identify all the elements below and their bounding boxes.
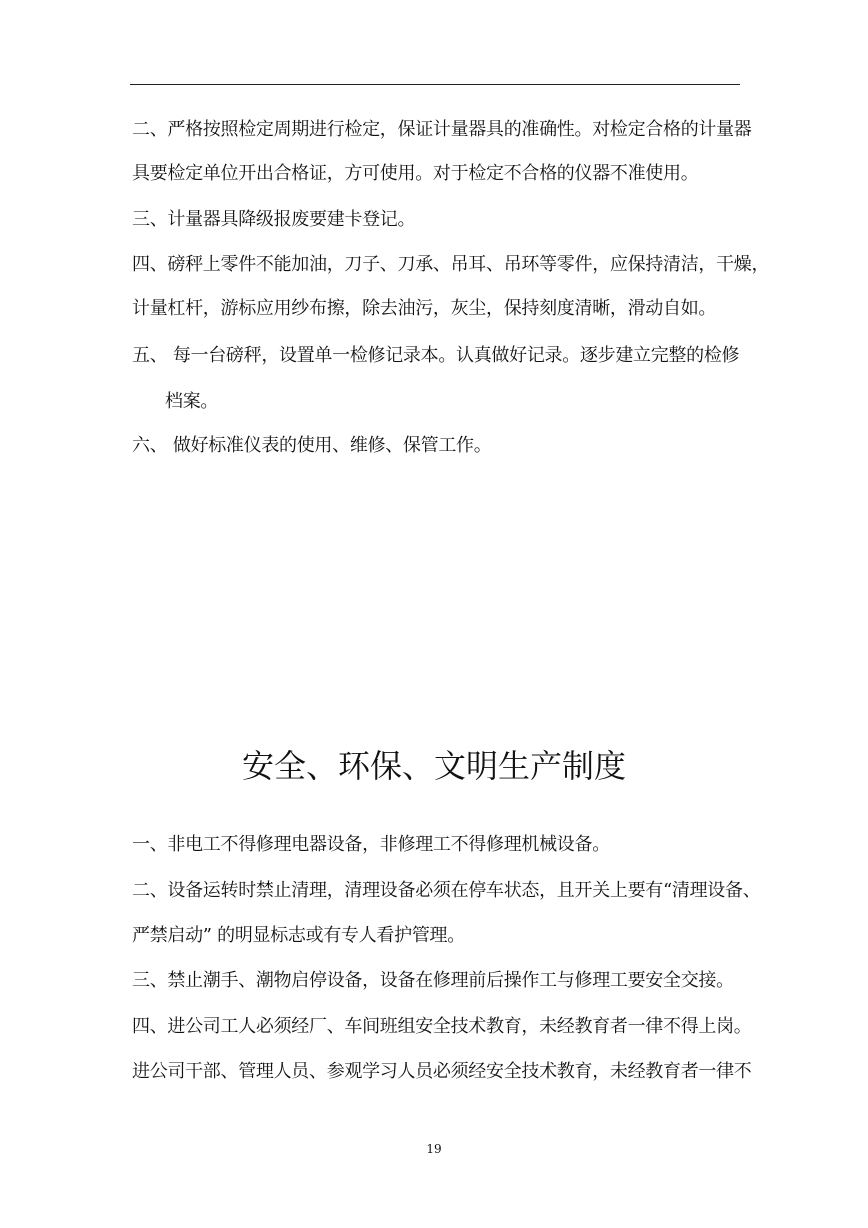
- paragraph-line: 二、设备运转时禁止清理，清理设备必须在停车状态，且开关上要有“清理设备、: [132, 880, 761, 901]
- paragraph-line: 进公司干部、管理人员、参观学习人员必须经安全技术教育，未经教育者一律不: [132, 1061, 752, 1082]
- paragraph-line: 严禁启动” 的明显标志或有专人看护管理。: [132, 925, 465, 946]
- paragraph-line: 三、计量器具降级报废要建卡登记。: [132, 209, 416, 230]
- paragraph-line: 计量杠杆，游标应用纱布擦，除去油污，灰尘，保持刻度清晰，滑动自如。: [132, 298, 717, 319]
- paragraph-line: 三、禁止潮手、潮物启停设备，设备在修理前后操作工与修理工要安全交接。: [132, 970, 734, 991]
- paragraph-line: 具要检定单位开出合格证，方可使用。对于检定不合格的仪器不准使用。: [132, 163, 699, 184]
- header-rule: [130, 84, 740, 85]
- paragraph-line: 六、 做好标准仪表的使用、维修、保管工作。: [132, 435, 492, 456]
- page-number: 19: [426, 1142, 442, 1156]
- paragraph-line: 五、 每一台磅秤，设置单一检修记录本。认真做好记录。逐步建立完整的检修: [132, 345, 740, 366]
- paragraph-line: 四、磅秤上零件不能加油，刀子、刀承、吊耳、吊环等零件，应保持清洁，干燥，: [132, 254, 770, 275]
- paragraph-line: 一、非电工不得修理电器设备，非修理工不得修理机械设备。: [132, 834, 610, 855]
- paragraph-line: 二、严格按照检定周期进行检定，保证计量器具的准确性。对检定合格的计量器: [132, 119, 752, 140]
- paragraph-line: 档案。: [165, 391, 219, 412]
- paragraph-line: 四、进公司工人必须经厂、车间班组安全技术教育，未经教育者一律不得上岗。: [132, 1016, 752, 1037]
- section-heading: 安全、环保、文明生产制度: [241, 747, 626, 785]
